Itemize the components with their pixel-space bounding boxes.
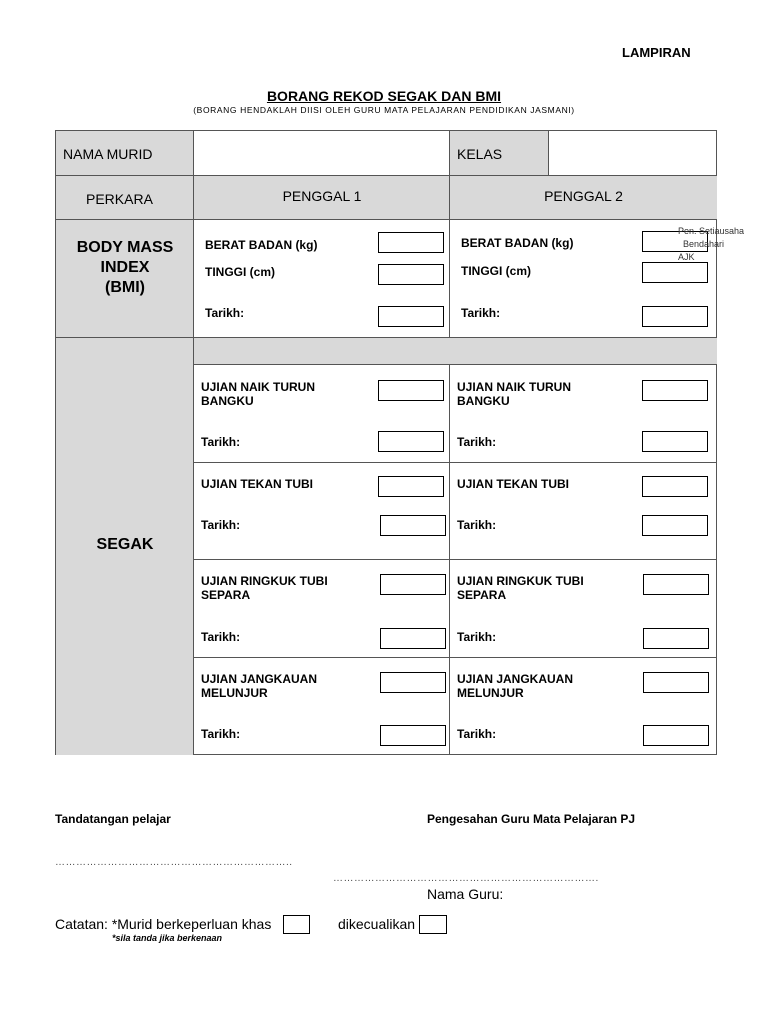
tarikh-label-u3-p1: Tarikh: — [201, 630, 241, 644]
nama-murid-label: NAMA MURID — [63, 146, 153, 162]
tarikh-label-bmi-p2: Tarikh: — [461, 306, 501, 320]
kelas-label-cell — [450, 131, 549, 176]
ujian2-p2-cell — [450, 463, 717, 560]
ujian1-label-p1: UJIAN NAIK TURUN BANGKU — [201, 380, 315, 408]
bmi-label-cell — [56, 220, 194, 338]
pengesahan-guru-label: Pengesahan Guru Mata Pelajaran PJ — [427, 812, 636, 826]
ujian1-input-p1[interactable] — [378, 380, 444, 401]
ujian3-label-p2: UJIAN RINGKUK TUBI SEPARA — [457, 574, 584, 602]
tinggi-input-p1[interactable] — [378, 264, 444, 285]
nama-murid-label-cell — [56, 131, 194, 176]
kelas-label: KELAS — [457, 146, 503, 162]
ujian2-label-p2: UJIAN TEKAN TUBI — [457, 477, 570, 491]
ujian3-label-p1: UJIAN RINGKUK TUBI SEPARA — [201, 574, 328, 602]
ujian4-p2-cell — [450, 658, 717, 755]
tarikh-label-u4-p2: Tarikh: — [457, 727, 497, 741]
form-title: BORANG REKOD SEGAK DAN BMI — [266, 88, 502, 104]
berat-label-p2: BERAT BADAN (kg) — [461, 236, 574, 250]
penggal2-label: PENGGAL 2 — [544, 188, 623, 204]
tarikh-input-u4-p1[interactable] — [380, 725, 446, 746]
ujian4-input-p1[interactable] — [380, 672, 446, 693]
segak-header-strip — [194, 338, 717, 365]
tarikh-label-u1-p2: Tarikh: — [457, 435, 497, 449]
tarikh-label-bmi-p1: Tarikh: — [205, 306, 245, 320]
ujian2-p1-cell — [194, 463, 450, 560]
segak-label: SEGAK — [96, 536, 154, 553]
berat-input-p1[interactable] — [378, 232, 444, 253]
lampiran-label: LAMPIRAN — [622, 45, 691, 60]
tarikh-label-u2-p1: Tarikh: — [201, 518, 241, 532]
perkara-label: PERKARA — [86, 191, 153, 207]
tinggi-input-p2[interactable] — [642, 262, 708, 283]
penggal2-header — [450, 176, 717, 220]
tarikh-input-u3-p2[interactable] — [643, 628, 709, 649]
tarikh-input-bmi-p1[interactable] — [378, 306, 444, 327]
ujian2-input-p1[interactable] — [378, 476, 444, 497]
tandatangan-pelajar-label: Tandatangan pelajar — [55, 812, 171, 826]
ujian1-p1-cell — [194, 365, 450, 463]
penggal1-label: PENGGAL 1 — [282, 188, 362, 204]
penggal1-header — [194, 176, 450, 220]
signature-line-guru[interactable]: …………………………………………………………………. — [333, 873, 599, 884]
ujian4-p1-cell — [194, 658, 450, 755]
kelas-field[interactable] — [549, 131, 717, 176]
form-subtitle: (BORANG HENDAKLAH DIISI OLEH GURU MATA PELAJARAN PENDIDIKAN JASMANI) — [193, 105, 575, 115]
ujian2-label-p1: UJIAN TEKAN TUBI — [201, 477, 314, 491]
tarikh-input-u4-p2[interactable] — [643, 725, 709, 746]
tarikh-label-u3-p2: Tarikh: — [457, 630, 497, 644]
bmi-label-line2: INDEX — [100, 259, 150, 276]
ujian3-input-p1[interactable] — [380, 574, 446, 595]
ujian4-label-p2: UJIAN JANGKAUAN MELUNJUR — [457, 672, 574, 700]
tarikh-input-u2-p2[interactable] — [642, 515, 708, 536]
dikecualikan-checkbox[interactable] — [419, 915, 447, 934]
murid-khas-checkbox[interactable] — [283, 915, 310, 934]
overlay-pen-setiausaha: Pen. Setiausaha — [678, 226, 745, 236]
ujian1-label-p2: UJIAN NAIK TURUN BANGKU — [457, 380, 571, 408]
tarikh-input-u1-p1[interactable] — [378, 431, 444, 452]
ujian2-input-p2[interactable] — [642, 476, 708, 497]
ujian3-p2-cell — [450, 560, 717, 658]
nama-murid-field[interactable] — [194, 131, 450, 176]
ujian3-p1-cell — [194, 560, 450, 658]
tarikh-input-bmi-p2[interactable] — [642, 306, 708, 327]
sila-tanda-note: *sila tanda jika berkenaan — [112, 933, 223, 943]
overlay-ajk: AJK — [678, 252, 695, 262]
bmi-penggal2-cell — [450, 220, 717, 338]
tinggi-label-p2: TINGGI (cm) — [461, 264, 532, 278]
ujian3-input-p2[interactable] — [643, 574, 709, 595]
ujian4-label-p1: UJIAN JANGKAUAN MELUNJUR — [201, 672, 318, 700]
bmi-label-line1: BODY MASS — [76, 239, 174, 256]
bmi-label-line3: (BMI) — [105, 279, 145, 296]
dikecualikan-label: dikecualikan — [338, 916, 416, 932]
ujian1-p2-cell — [450, 365, 717, 463]
catatan-label: Catatan: *Murid berkeperluan khas — [55, 916, 272, 932]
tarikh-input-u1-p2[interactable] — [642, 431, 708, 452]
tinggi-label-p1: TINGGI (cm) — [205, 265, 276, 279]
tarikh-label-u1-p1: Tarikh: — [201, 435, 241, 449]
nama-guru-label: Nama Guru: — [427, 886, 504, 902]
perkara-cell — [56, 176, 194, 220]
signature-line-pelajar[interactable]: ………………………………………………………….. — [55, 857, 293, 868]
tarikh-label-u4-p1: Tarikh: — [201, 727, 241, 741]
tarikh-input-u3-p1[interactable] — [380, 628, 446, 649]
overlay-bendahari: Bendahari — [683, 239, 725, 249]
record-form-table — [55, 130, 717, 755]
berat-label-p1: BERAT BADAN (kg) — [205, 238, 318, 252]
tarikh-label-u2-p2: Tarikh: — [457, 518, 497, 532]
tarikh-input-u2-p1[interactable] — [380, 515, 446, 536]
segak-label-cell — [56, 338, 194, 755]
ujian1-input-p2[interactable] — [642, 380, 708, 401]
ujian4-input-p2[interactable] — [643, 672, 709, 693]
bmi-penggal1-cell — [194, 220, 450, 338]
